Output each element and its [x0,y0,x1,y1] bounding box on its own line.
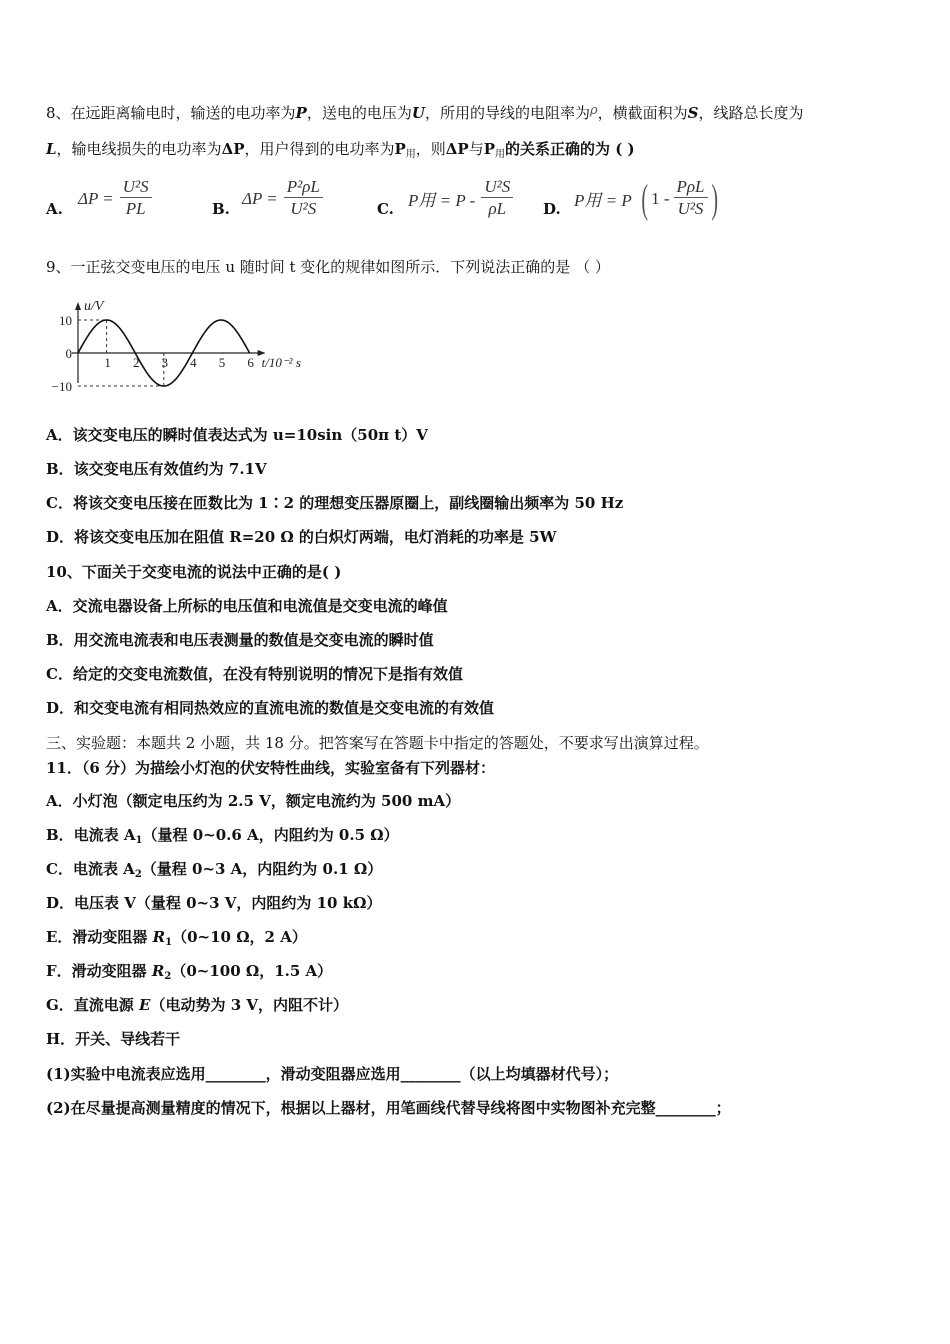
x-tick-label: 5 [218,355,226,370]
item-text: G．直流电源 [46,996,140,1014]
q8-sub-user-2: 用 [495,149,506,160]
fraction [481,177,513,220]
x-tick-label: 2 [132,355,140,370]
item-sub: 1 [135,835,143,846]
y-tick-label: 10 [59,313,72,328]
q11-item-b [46,825,399,851]
q11-item-a: A．小灯泡（额定电压约为 2.5 V，额定电流约为 500 mA） [46,792,461,810]
q10-option-b: B．用交流电流表和电压表测量的数值是交变电流的瞬时值 [46,631,434,649]
q8-var-U: U [411,104,425,122]
item-var: R [152,928,166,946]
q8-text: ，输电线损失的电功率为 [56,140,222,158]
q8-text: 与 [468,140,484,158]
right-paren: ) [710,175,718,221]
x-tick-label: 3 [161,355,169,370]
item-sub: 2 [134,869,142,880]
fraction [120,177,152,220]
fraction [284,177,323,220]
q8-option-a-formula [78,177,152,220]
q10-stem: 10、下面关于交变电流的说法中正确的是( ) [46,563,342,581]
q11-item-c [46,859,382,885]
item-text: B．电流表 A [46,826,136,844]
q9-option-a: A．该交变电压的瞬时值表达式为 u=10sin（50π t）V [46,426,428,444]
q8-sub-user: 用 [405,149,416,160]
denominator: U²S [677,199,704,218]
numerator: U²S [120,177,152,198]
item-var: R [151,962,165,980]
q9-option-d: D．将该交变电压加在阻值 R=20 Ω 的白炽灯两端，电灯消耗的功率是 5W [46,528,557,546]
q10-option-c: C．给定的交变电流数值，在没有特别说明的情况下是指有效值 [46,665,463,683]
numerator: U²S [481,177,513,198]
item-text: F．滑动变阻器 [46,962,152,980]
q11-item-h: H．开关、导线若干 [46,1030,181,1048]
item-text: C．电流表 A [46,860,135,878]
q9-stem: 9、一正弦交变电压的电压 u 随时间 t 变化的规律如图所示．下列说法正确的是 （ ） [46,258,610,276]
x-tick-label: 1 [104,355,111,370]
fraction [674,177,708,220]
item-text: （量程 0~0.6 A，内阻约为 0.5 Ω） [142,826,399,844]
q11-item-f [46,961,332,987]
item-var: E [139,996,151,1014]
denominator: ρL [488,199,507,218]
q8-var-Puser-2: P [483,140,496,158]
q8-option-d-formula [574,177,721,220]
q8-option-b-letter: B. [212,200,230,218]
q8-text: ，送电的电压为 [306,104,412,122]
left-paren: ( [641,175,648,221]
q11-item-d: D．电压表 V（量程 0~3 V，内阻约为 10 kΩ） [46,894,382,912]
q8-var-Puser: P [394,140,406,158]
item-text: （0~10 Ω，2 A） [172,928,307,946]
x-axis-label: t/10⁻² s [261,355,301,370]
x-tick-label: 6 [247,355,254,370]
q8-text: 的关系正确的为 ( ) [505,140,635,158]
q8-line1 [46,101,803,123]
item-text: （0~100 Ω，1.5 A） [171,962,333,980]
q8-var-rho: ρ [589,103,598,118]
q10-option-a: A．交流电器设备上所标的电压值和电流值是交变电流的峰值 [46,597,448,615]
q8-text: 8、在远距离输电时，输送的电功率为 [46,104,296,122]
q8-var-S: S [687,104,699,122]
q9-option-c: C．将该交变电压接在匝数比为 1∶2 的理想变压器原圈上，副线圈输出频率为 50 Hz [46,494,624,512]
q9-sine-chart [40,290,320,400]
q8-option-c-letter: C. [377,200,394,218]
q8-option-b-formula [242,177,323,220]
item-text: （电动势为 3 V，内阻不计） [150,996,349,1014]
q10-option-d: D．和交变电流有相同热效应的直流电流的数值是交变电流的有效值 [46,699,495,717]
q11-subquestion-1: (1)实验中电流表应选用________，滑动变阻器应选用________（以上均填器材代号）； [46,1065,619,1083]
item-sub: 1 [165,937,173,948]
item-text: （量程 0~3 A，内阻约为 0.1 Ω） [141,860,383,878]
q8-text: ，横截面积为 [597,104,688,122]
formula-lhs: ΔP = [78,188,114,208]
q8-var-dP-2: ΔP [445,140,469,158]
q11-item-g [46,995,348,1015]
q8-var-P: P [295,104,307,122]
q11-stem: 11．（6 分）为描绘小灯泡的伏安特性曲线，实验室备有下列器材： [46,759,496,777]
x-tick-label: 4 [190,355,197,370]
denominator: PL [125,199,146,218]
item-sub: 2 [164,971,172,982]
q11-subquestion-2: (2)在尽量提高测量精度的情况下，根据以上器材，用笔画线代替导线将图中实物图补充完整________； [46,1099,731,1117]
item-text: E．滑动变阻器 [46,928,153,946]
formula-lhs: P用 = P - [408,191,476,210]
q8-option-a-letter: A. [46,200,63,218]
q8-text: ，所用的导线的电阻率为 [424,104,590,122]
y-tick-label: 0 [65,346,72,361]
q8-var-L: L [46,140,57,158]
q8-var-dP: ΔP [221,140,245,158]
denominator: U²S [290,199,317,218]
q8-option-d-letter: D. [543,200,561,218]
q8-text: ，线路总长度为 [698,104,804,122]
q8-text: ，用户得到的电功率为 [244,140,395,158]
formula-lhs: ΔP = [242,188,278,208]
q8-text: ，则 [415,140,446,158]
numerator: P²ρL [284,177,323,198]
section-3-heading: 三、实验题：本题共 2 小题，共 18 分。把答案写在答题卡中指定的答题处，不要求写出演算过程。 [46,734,709,752]
formula-lhs: P用 = P [574,191,632,210]
q11-item-e [46,927,307,953]
y-axis-arrow [75,302,81,310]
y-axis-label: u/V [84,299,104,314]
y-tick-label: −10 [51,379,72,394]
q8-line2 [46,139,635,165]
numerator: PρL [674,177,708,198]
q8-option-c-formula [408,177,513,220]
q9-option-b: B．该交变电压有效值约为 7.1V [46,460,267,478]
formula-inner: 1 - [651,188,670,208]
